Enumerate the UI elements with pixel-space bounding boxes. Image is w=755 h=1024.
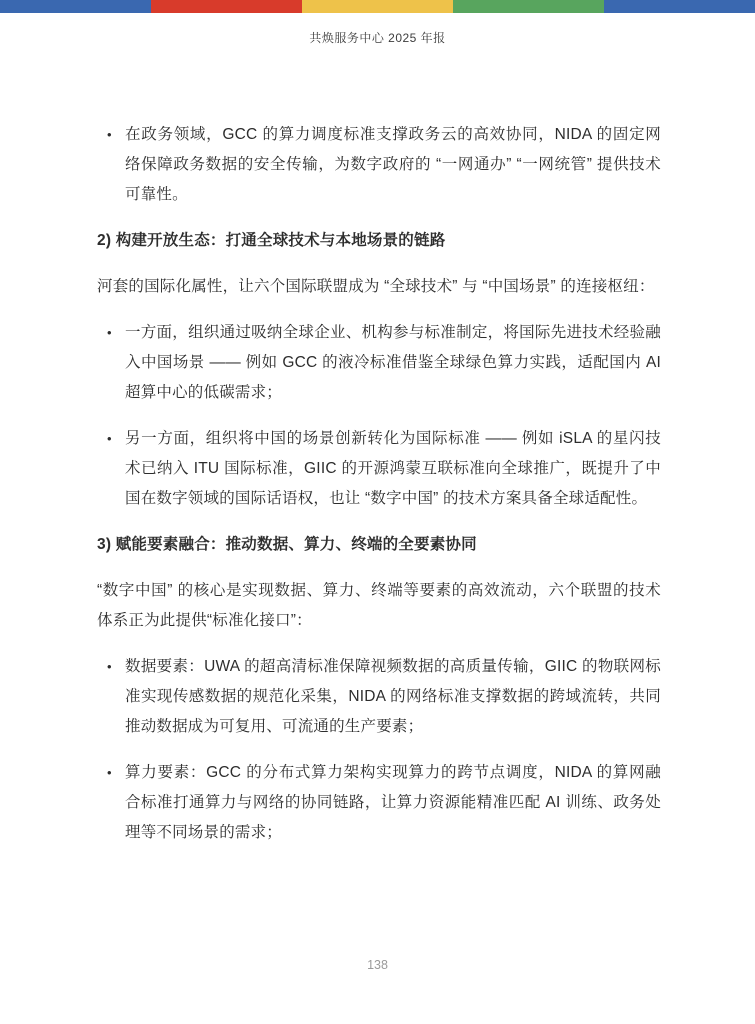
color-segment xyxy=(604,0,755,13)
brand-color-bar xyxy=(0,0,755,13)
paragraph: “数字中国” 的核心是实现数据、算力、终端等要素的高效流动，六个联盟的技术体系正为此提供“标准化接口”： xyxy=(97,582,661,629)
color-segment xyxy=(453,0,604,13)
bullet-text: 算力要素：GCC 的分布式算力架构实现算力的跨节点调度，NIDA 的算网融合标准打通算力与网络的协同链路，让算力资源能精准匹配 AI 训练、政务处理等不同场景的需求； xyxy=(125,764,661,841)
bullet-dot: • xyxy=(107,431,112,446)
bullet-dot: • xyxy=(107,127,112,142)
bullet-item xyxy=(97,318,661,408)
bullet-dot: • xyxy=(107,325,112,340)
bullet-dot: • xyxy=(107,659,112,674)
color-segment xyxy=(0,0,151,13)
bullet-text: 数据要素：UWA 的超高清标准保障视频数据的高质量传输，GIIC 的物联网标准实现传感数据的规范化采集，NIDA 的网络标准支撑数据的跨域流转，共同推动数据成为可复用、可流通的生产要素； xyxy=(125,658,661,735)
section-heading: 3) 赋能要素融合：推动数据、算力、终端的全要素协同 xyxy=(97,536,477,553)
color-segment xyxy=(302,0,453,13)
bullet-item xyxy=(97,758,661,848)
section-heading: 2) 构建开放生态：打通全球技术与本地场景的链路 xyxy=(97,232,446,249)
page-body xyxy=(97,120,661,864)
bullet-item xyxy=(97,120,661,210)
document-header-title: 共焕服务中心 2025 年报 xyxy=(309,31,446,45)
color-segment xyxy=(151,0,302,13)
bullet-text: 一方面，组织通过吸纳全球企业、机构参与标准制定，将国际先进技术经验融入中国场景 —— 例如 GCC 的液冷标准借鉴全球绿色算力实践，适配国内 AI 超算中心的低碳需求； xyxy=(125,324,661,401)
bullet-text: 另一方面，组织将中国的场景创新转化为国际标准 —— 例如 iSLA 的星闪技术已纳入 ITU 国际标准，GIIC 的开源鸿蒙互联标准向全球推广，既提升了中国在数字领域的国际话语权，也让 “数字中国” 的技术方案具备全球适配性。 xyxy=(125,430,661,507)
bullet-text: 在政务领域，GCC 的算力调度标准支撑政务云的高效协同，NIDA 的固定网络保障政务数据的安全传输，为数字政府的 “一网通办” “一网统管” 提供技术可靠性。 xyxy=(125,126,661,203)
paragraph: 河套的国际化属性，让六个国际联盟成为 “全球技术” 与 “中国场景” 的连接枢纽： xyxy=(97,278,655,295)
bullet-item xyxy=(97,652,661,742)
page-number: 138 xyxy=(367,958,388,972)
bullet-item xyxy=(97,424,661,514)
bullet-dot: • xyxy=(107,765,112,780)
